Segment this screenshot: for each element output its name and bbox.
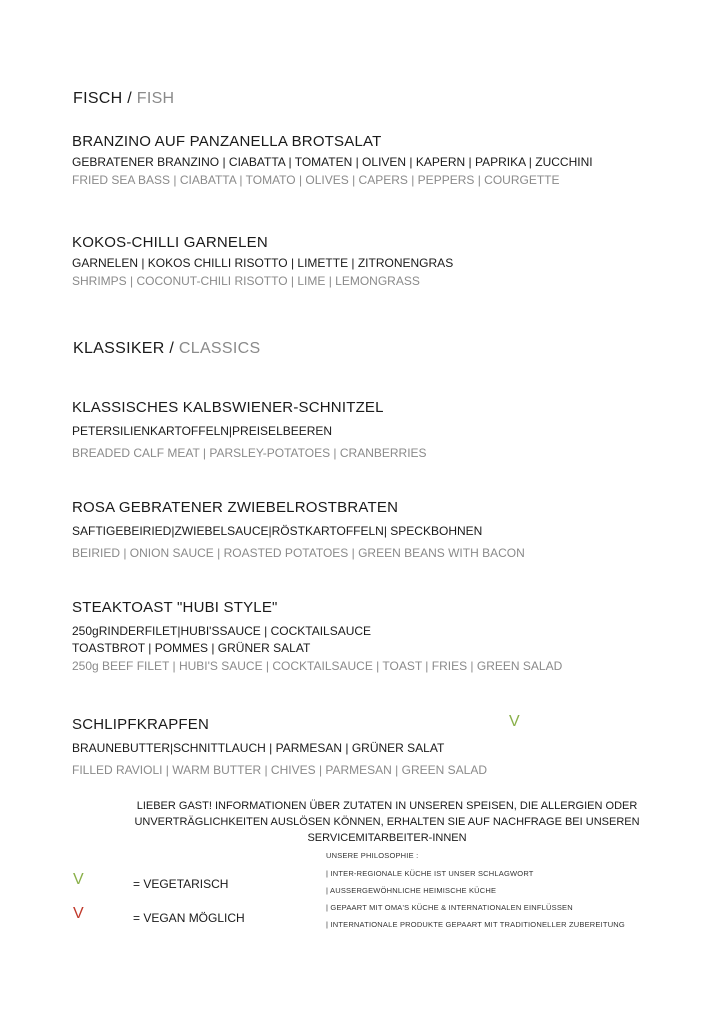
dish-description-de: PETERSILIENKARTOFFELN|PREISELBEEREN — [72, 424, 333, 438]
dish-description-en: SHRIMPS | COCONUT-CHILI RISOTTO | LIME | LEMONGRASS — [72, 274, 420, 288]
dish-description-en: 250g BEEF FILET | HUBI'S SAUCE | COCKTAILSAUCE | TOAST | FRIES | GREEN SALAD — [72, 659, 563, 673]
dish-name: BRANZINO AUF PANZANELLA BROTSALAT — [72, 133, 382, 150]
section-title-fish: FISCH / FISH — [73, 90, 175, 107]
dish-description-en: BEIRIED | ONION SAUCE | ROASTED POTATOES | GREEN BEANS WITH BACON — [72, 546, 525, 560]
dish-description-de: 250gRINDERFILET|HUBI'SSAUCE | COCKTAILSAUCE — [72, 624, 372, 638]
dish-description-de: BRAUNEBUTTER|SCHNITTLAUCH | PARMESAN | GRÜNER SALAT — [72, 741, 445, 755]
allergen-notice: LIEBER GAST! INFORMATIONEN ÜBER ZUTATEN IN UNSEREN SPEISEN, DIE ALLERGIEN ODER UNVERTRÄGLICHKEITEN AUSLÖSEN KÖNNEN, ERHALTEN SIE AUF NACHFRAGE BEI UNSEREN SERVICEMITARBEITER-INNEN — [134, 800, 640, 844]
dish-description-de: SAFTIGEBEIRIED|ZWIEBELSAUCE|RÖSTKARTOFFELN| SPECKBOHNEN — [72, 524, 483, 538]
vegetarian-mark: V — [509, 713, 520, 730]
philosophy-line: | INTERNATIONALE PRODUKTE GEPAART MIT TRADITIONELLER ZUBEREITUNG — [326, 920, 625, 929]
dish-description-en: FILLED RAVIOLI | WARM BUTTER | CHIVES | PARMESAN | GREEN SALAD — [72, 763, 487, 777]
legend-vegetarian-mark: V — [73, 871, 84, 888]
legend-vegan-label: = VEGAN MÖGLICH — [133, 911, 245, 925]
section-title-en: CLASSICS — [178, 340, 261, 357]
legend-vegan-mark: V — [73, 905, 84, 922]
dish-description-en: BREADED CALF MEAT | PARSLEY-POTATOES | CRANBERRIES — [72, 446, 427, 460]
legend-vegetarian-label: = VEGETARISCH — [133, 877, 229, 891]
dish-name: STEAKTOAST "HUBI STYLE" — [72, 599, 278, 616]
dish-description-de: GARNELEN | KOKOS CHILLI RISOTTO | LIMETTE | ZITRONENGRAS — [72, 256, 454, 270]
dish-name: KOKOS-CHILLI GARNELEN — [72, 234, 268, 251]
philosophy-line: | GEPAART MIT OMA'S KÜCHE & INTERNATIONALEN EINFLÜSSEN — [326, 903, 573, 912]
dish-name: SCHLIPFKRAPFEN — [72, 716, 209, 733]
philosophy-line: | AUSSERGEWÖHNLICHE HEIMISCHE KÜCHE — [326, 886, 497, 895]
dish-name: KLASSISCHES KALBSWIENER-SCHNITZEL — [72, 399, 384, 416]
dish-name: ROSA GEBRATENER ZWIEBELROSTBRATEN — [72, 499, 399, 516]
section-title-de: FISCH — [73, 90, 123, 107]
section-title-de: KLASSIKER — [73, 340, 165, 357]
dish-description-de: GEBRATENER BRANZINO | CIABATTA | TOMATEN | OLIVEN | KAPERN | PAPRIKA | ZUCCHINI — [72, 155, 593, 169]
dish-description-en: FRIED SEA BASS | CIABATTA | TOMATO | OLIVES | CAPERS | PEPPERS | COURGETTE — [72, 173, 560, 187]
section-title-classics: KLASSIKER / CLASSICS — [73, 340, 261, 357]
philosophy-title: UNSERE PHILOSOPHIE : — [326, 851, 419, 860]
dish-description-de-line2: TOASTBROT | POMMES | GRÜNER SALAT — [72, 641, 311, 655]
philosophy-line: | INTER-REGIONALE KÜCHE IST UNSER SCHLAGWORT — [326, 869, 534, 878]
section-title-en: FISH — [136, 90, 175, 107]
